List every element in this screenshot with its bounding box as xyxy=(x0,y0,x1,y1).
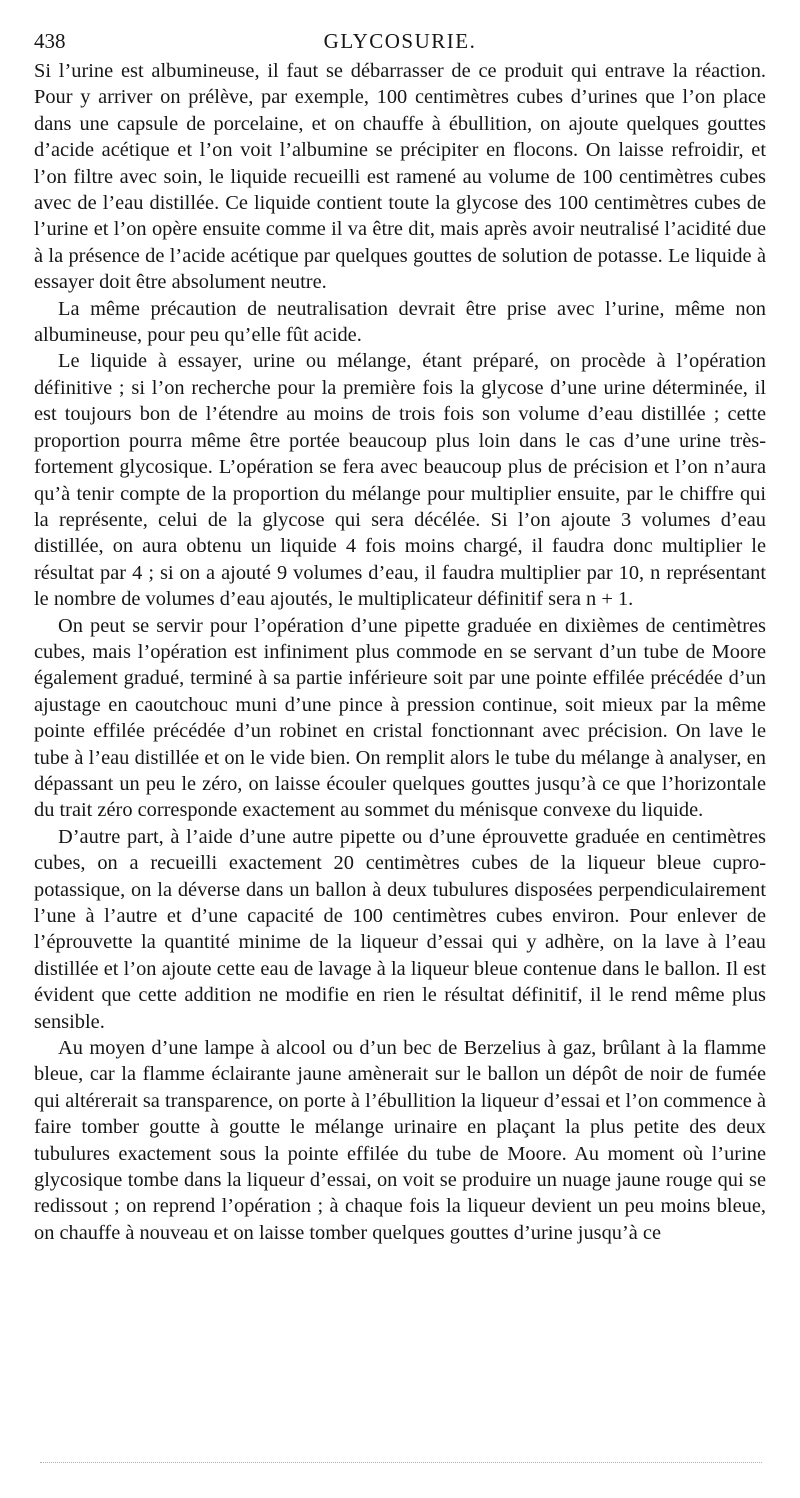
book-page xyxy=(34,26,766,1246)
footer-rule xyxy=(40,1462,762,1463)
running-title: GLYCOSURIE. xyxy=(323,29,477,53)
paragraph: Le liquide à essayer, urine ou mélange, étant préparé, on procède à l’opération définitive ; si l’on recherche pour la première fois la glycose d’une urine déterminée, il est toujours bon de l’étendre au moins de trois fois son volume d’eau distillée ; cette proportion pourra même être portée beaucoup plus loin dans le cas d’une urine très-fortement glycosique. L’opération se fera avec beaucoup plus de précision et l’on n’aura qu’à tenir compte de la proportion du mélange pour multiplier ensuite, par le chiffre qui la représente, celui de la glycose qui sera décélée. Si l’on ajoute 3 volumes d’eau distillée, on aura obtenu un liquide 4 fois moins chargé, il faudra donc multiplier le résultat par 4 ; si on a ajouté 9 volumes d’eau, il faudra multiplier par 10, n représentant le nombre de volumes d’eau ajoutés, le multiplicateur définitif sera n + 1. xyxy=(34,350,766,611)
running-header xyxy=(34,26,766,56)
paragraph: On peut se servir pour l’opération d’une pipette graduée en dixièmes de centimètres cubes, mais l’opération est infiniment plus commode en se servant d’un tube de Moore également gradué, terminé à sa partie inférieure soit par une pointe effilée précédée d’un ajustage en caoutchouc muni d’une pince à pression continue, soit mieux par la même pointe effilée précédée d’un robinet en cristal fonctionnant avec précision. On lave le tube à l’eau distillée et on le vide bien. On remplit alors le tube du mélange à analyser, en dépassant un peu le zéro, on laisse écouler quelques gouttes jusqu’à ce que l’horizontale du trait zéro corresponde exactement au sommet du ménisque convexe du liquide. xyxy=(34,614,766,822)
paragraph: D’autre part, à l’aide d’une autre pipette ou d’une éprouvette graduée en centimètres cubes, on a recueilli exactement 20 centimètres cubes de la liqueur bleue cupro-potassique, on la déverse dans un ballon à deux tubulures disposées perpendiculairement l’une à l’autre et d’une capacité de 100 centimètres cubes environ. Pour enlever de l’éprouvette la quantité minime de la liqueur d’essai qui y adhère, on la lave à l’eau distillée et l’on ajoute cette eau de lavage à la liqueur bleue contenue dans le ballon. Il est évident que cette addition ne modifie en rien le résultat définitif, il le rend même plus sensible. xyxy=(34,825,766,1033)
paragraph: Au moyen d’une lampe à alcool ou d’un bec de Berzelius à gaz, brûlant à la flamme bleue, car la flamme éclairante jaune amènerait sur le ballon un dépôt de noir de fumée qui altérerait sa transparence, on porte à l’ébullition la liqueur d’essai et l’on commence à faire tomber goutte à goutte le mélange urinaire en plaçant la plus petite des deux tubulures exactement sous la pointe effilée du tube de Moore. Au moment où l’urine glycosique tombe dans la liqueur d’essai, on voit se produire un nuage jaune rouge qui se redissout ; on reprend l’opération ; à chaque fois la liqueur devient un peu moins bleue, on chauffe à nouveau et on laisse tomber quelques gouttes d’urine jusqu’à ce xyxy=(34,1037,766,1244)
text-body xyxy=(34,58,766,1246)
page-number: 438 xyxy=(34,29,66,53)
paragraph: La même précaution de neutralisation devrait être prise avec l’urine, même non albumineuse, pour peu qu’elle fût acide. xyxy=(34,297,766,347)
paragraph: Si l’urine est albumineuse, il faut se débarrasser de ce produit qui entrave la réaction. Pour y arriver on prélève, par exemple, 100 centimètres cubes d’urines que l’on place dans une capsule de porcelaine, et on chauffe à ébullition, on ajoute quelques gouttes d’acide acétique et l’on voit l’albumine se précipiter en flocons. On laisse refroidir, et l’on filtre avec soin, le liquide recueilli est ramené au volume de 100 centimètres cubes avec de l’eau distillée. Ce liquide contient toute la glycose des 100 centimètres cubes de l’urine et l’on opère ensuite comme il va être dit, mais après avoir neutralisé l’acidité due à la présence de l’acide acétique par quelques gouttes de solution de potasse. Le liquide à essayer doit être absolument neutre. xyxy=(34,60,766,294)
